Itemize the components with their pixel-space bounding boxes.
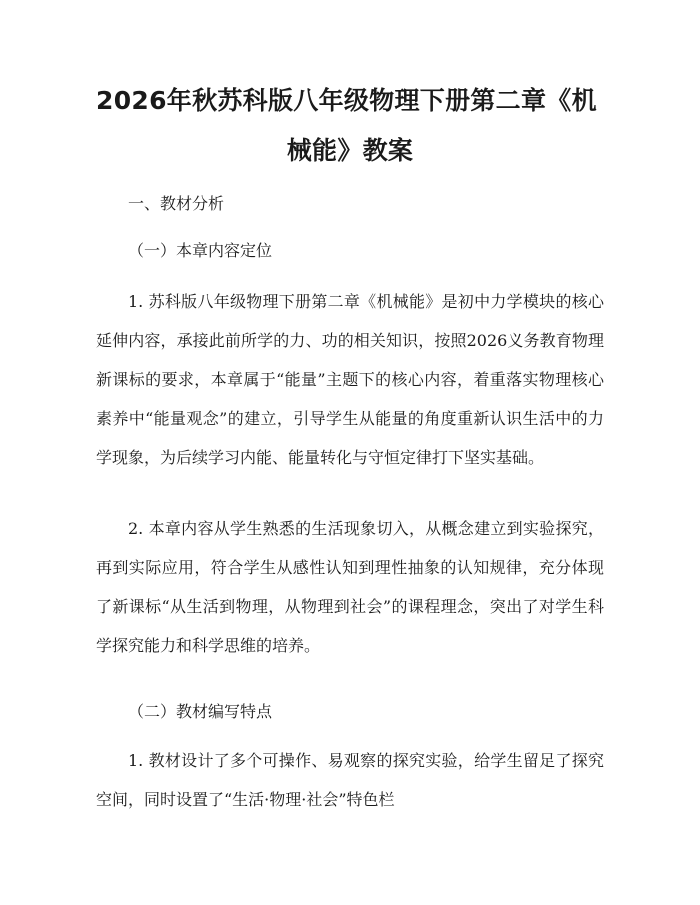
section-heading-teaching-material-analysis: 一、教材分析 [128, 194, 225, 213]
paragraph-positioning-2: 2. 本章内容从学生熟悉的生活现象切入，从概念建立到实验探究，再到实际应用，符合学生从感性认知到理性抽象的认知规律，充分体现了新课标“从生活到物理，从物理到社会”的课程理念，突出了对学生科学探究能力和科学思维的培养。 [96, 519, 604, 655]
subsection-heading-writing-features: （二）教材编写特点 [128, 702, 273, 721]
document-title-line-1: 2026年秋苏科版八年级物理下册第二章《机 [96, 86, 597, 115]
paragraph-features-1: 1. 教材设计了多个可操作、易观察的探究实验，给学生留足了探究空间，同时设置了“生活·物理·社会”特色栏 [96, 751, 604, 809]
document-title-line-2: 械能》教案 [286, 136, 414, 165]
subsection-heading-chapter-positioning: （一）本章内容定位 [128, 241, 273, 260]
paragraph-positioning-1: 1. 苏科版八年级物理下册第二章《机械能》是初中力学模块的核心延伸内容，承接此前所学的力、功的相关知识，按照2026义务教育物理新课标的要求，本章属于“能量”主题下的核心内容，着重落实物理核心素养中“能量观念”的建立，引导学生从能量的角度重新认识生活中的力学现象，为后续学习内能、能量转化与守恒定律打下坚实基础。 [96, 292, 604, 467]
